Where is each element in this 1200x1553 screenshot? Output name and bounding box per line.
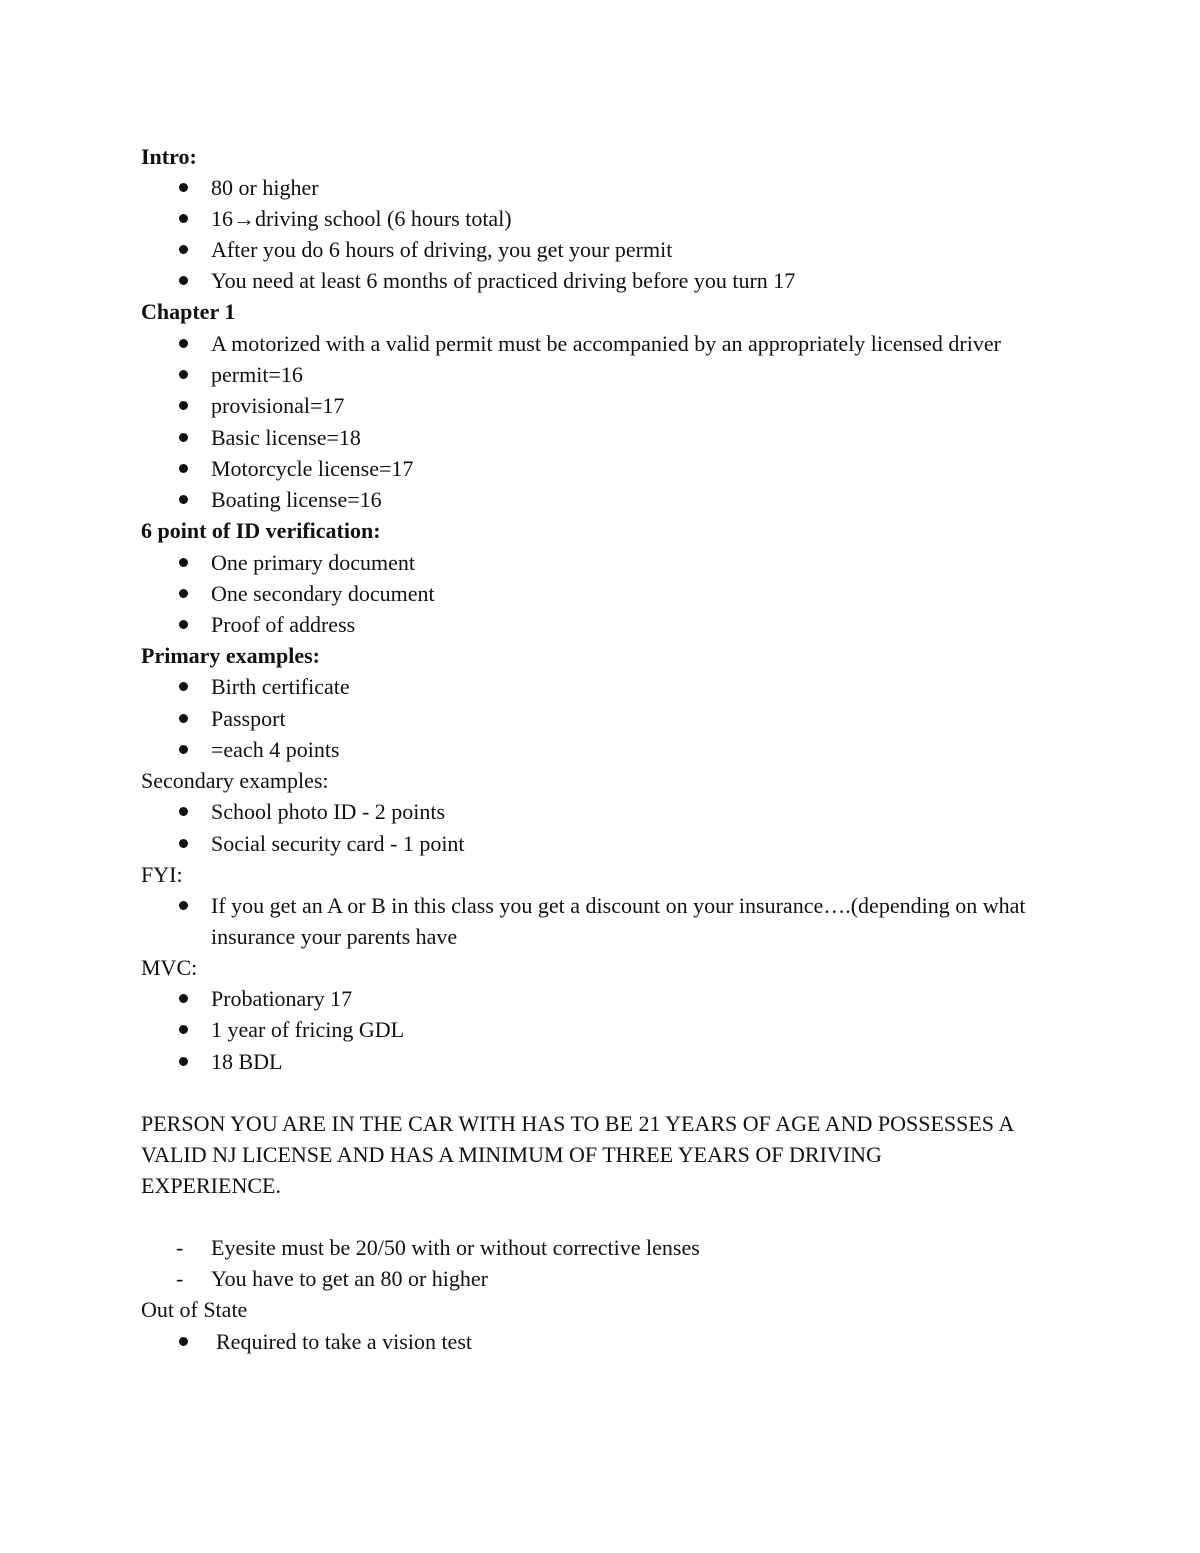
- list-item: permit=16: [211, 362, 303, 387]
- bullet-icon: [179, 620, 188, 629]
- section-heading-out-of-state: Out of State: [141, 1297, 248, 1322]
- list-item: Basic license=18: [211, 425, 361, 450]
- list-item: School photo ID - 2 points: [211, 799, 446, 824]
- list-item: Passport: [211, 706, 286, 731]
- requirement-paragraph: PERSON YOU ARE IN THE CAR WITH HAS TO BE 21 YEARS OF AGE AND POSSESSES A VALID NJ LICENSE AND HAS A MINIMUM OF THREE YEARS OF DRIVING EXPERIENCE.: [141, 1111, 1013, 1198]
- bullet-icon: [179, 807, 188, 816]
- dash-list-item: Eyesite must be 20/50 with or without corrective lenses: [211, 1235, 700, 1260]
- list-item: Boating license=16: [211, 487, 382, 512]
- list-item: Motorcycle license=17: [211, 456, 414, 481]
- list-item: One primary document: [211, 550, 416, 575]
- list-item: Birth certificate: [211, 674, 350, 699]
- list-item: =each 4 points: [211, 737, 340, 762]
- section-heading-id-verification: 6 point of ID verification:: [141, 518, 381, 543]
- list-item: 16→driving school (6 hours total): [211, 206, 512, 231]
- bullet-icon: [179, 1337, 188, 1346]
- bullet-icon: [179, 558, 188, 567]
- list-item: Proof of address: [211, 612, 356, 637]
- bullet-icon: [179, 495, 188, 504]
- bullet-icon: [179, 433, 188, 442]
- list-item: 18 BDL: [211, 1049, 283, 1074]
- section-heading-secondary-examples: Secondary examples:: [141, 768, 329, 793]
- bullet-icon: [179, 682, 188, 691]
- bullet-icon: [179, 183, 188, 192]
- bullet-icon: [179, 339, 188, 348]
- bullet-icon: [179, 839, 188, 848]
- dash-marker: -: [176, 1235, 184, 1260]
- list-item: You need at least 6 months of practiced driving before you turn 17: [211, 268, 796, 293]
- section-heading-mvc: MVC:: [141, 955, 198, 980]
- list-item: A motorized with a valid permit must be accompanied by an appropriately licensed driver: [211, 331, 1001, 356]
- list-item: 1 year of fricing GDL: [211, 1017, 405, 1042]
- bullet-icon: [179, 1057, 188, 1066]
- list-item: After you do 6 hours of driving, you get your permit: [211, 237, 673, 262]
- bullet-icon: [179, 1025, 188, 1034]
- list-item: Required to take a vision test: [216, 1329, 472, 1354]
- bullet-icon: [179, 901, 188, 910]
- section-heading-fyi: FYI:: [141, 862, 183, 887]
- bullet-icon: [179, 276, 188, 285]
- bullet-icon: [179, 464, 188, 473]
- list-item: Social security card - 1 point: [211, 831, 465, 856]
- bullet-icon: [179, 994, 188, 1003]
- section-heading-primary-examples: Primary examples:: [141, 643, 320, 668]
- list-item: If you get an A or B in this class you get a discount on your insurance….(depending on what insurance your parents have: [211, 893, 1026, 949]
- section-heading-intro: Intro:: [141, 144, 197, 169]
- bullet-icon: [179, 370, 188, 379]
- dash-list-item: You have to get an 80 or higher: [211, 1266, 488, 1291]
- dash-marker: -: [176, 1266, 184, 1291]
- list-item: 80 or higher: [211, 175, 319, 200]
- section-heading-chapter-1: Chapter 1: [141, 299, 236, 324]
- bullet-icon: [179, 245, 188, 254]
- bullet-icon: [179, 214, 188, 223]
- list-item: provisional=17: [211, 393, 345, 418]
- bullet-icon: [179, 401, 188, 410]
- list-item: Probationary 17: [211, 986, 353, 1011]
- list-item: One secondary document: [211, 581, 435, 606]
- bullet-icon: [179, 589, 188, 598]
- bullet-icon: [179, 745, 188, 754]
- bullet-icon: [179, 714, 188, 723]
